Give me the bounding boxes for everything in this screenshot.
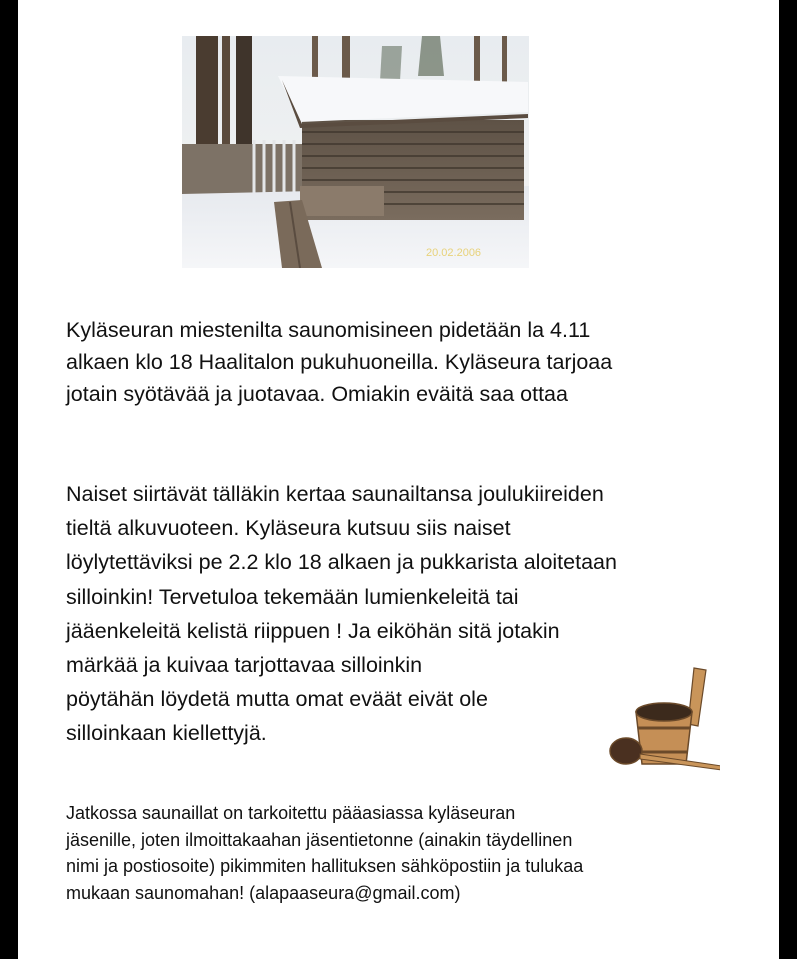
membership-info-paragraph: Jatkossa saunaillat on tarkoitettu pääasiassa kyläseuran jäsenille, joten ilmoittakaahan jäsentietonne (ainakin täydellinen nimi ja postiosoite) pikimmiten hallituksen sähköpostiin ja tulukaa mukaan saunomahan! (alapaaseura@gmail.com)	[66, 803, 584, 903]
women-sauna-evening-paragraph: Naiset siirtävät tälläkin kertaa saunailtansa joulukiireiden tieltä alkuvuoteen. Kyläseura kutsuu siis naiset löylytettäviksi pe 2.2 klo 18 alkaen ja pukkarista aloitetaan silloinkin! Tervetuloa tekemään lumienkeleitä tai jääenkeleitä kelistä riippuen ! Ja eiköhän sitä jotakin märkää ja kuivaa tarjottavaa silloinkin pöytähän löydetä mutta omat eväät eivät ole silloinkaan kiellettyjä.	[66, 482, 617, 746]
men-sauna-evening-paragraph: Kyläseuran miestenilta saunomisineen pidetään la 4.11 alkaen klo 18 Haalitalon pukuhuoneilla. Kyläseura tarjoaa jotain syötävää ja juotavaa. Omiakin eväitä saa ottaa	[66, 318, 613, 406]
sauna-cabin-image	[182, 36, 529, 268]
document-page	[18, 0, 779, 959]
photo-date-stamp: 20.02.2006	[426, 247, 482, 259]
sauna-photo	[182, 36, 529, 268]
sauna-bucket-ladle-icon	[590, 664, 720, 774]
